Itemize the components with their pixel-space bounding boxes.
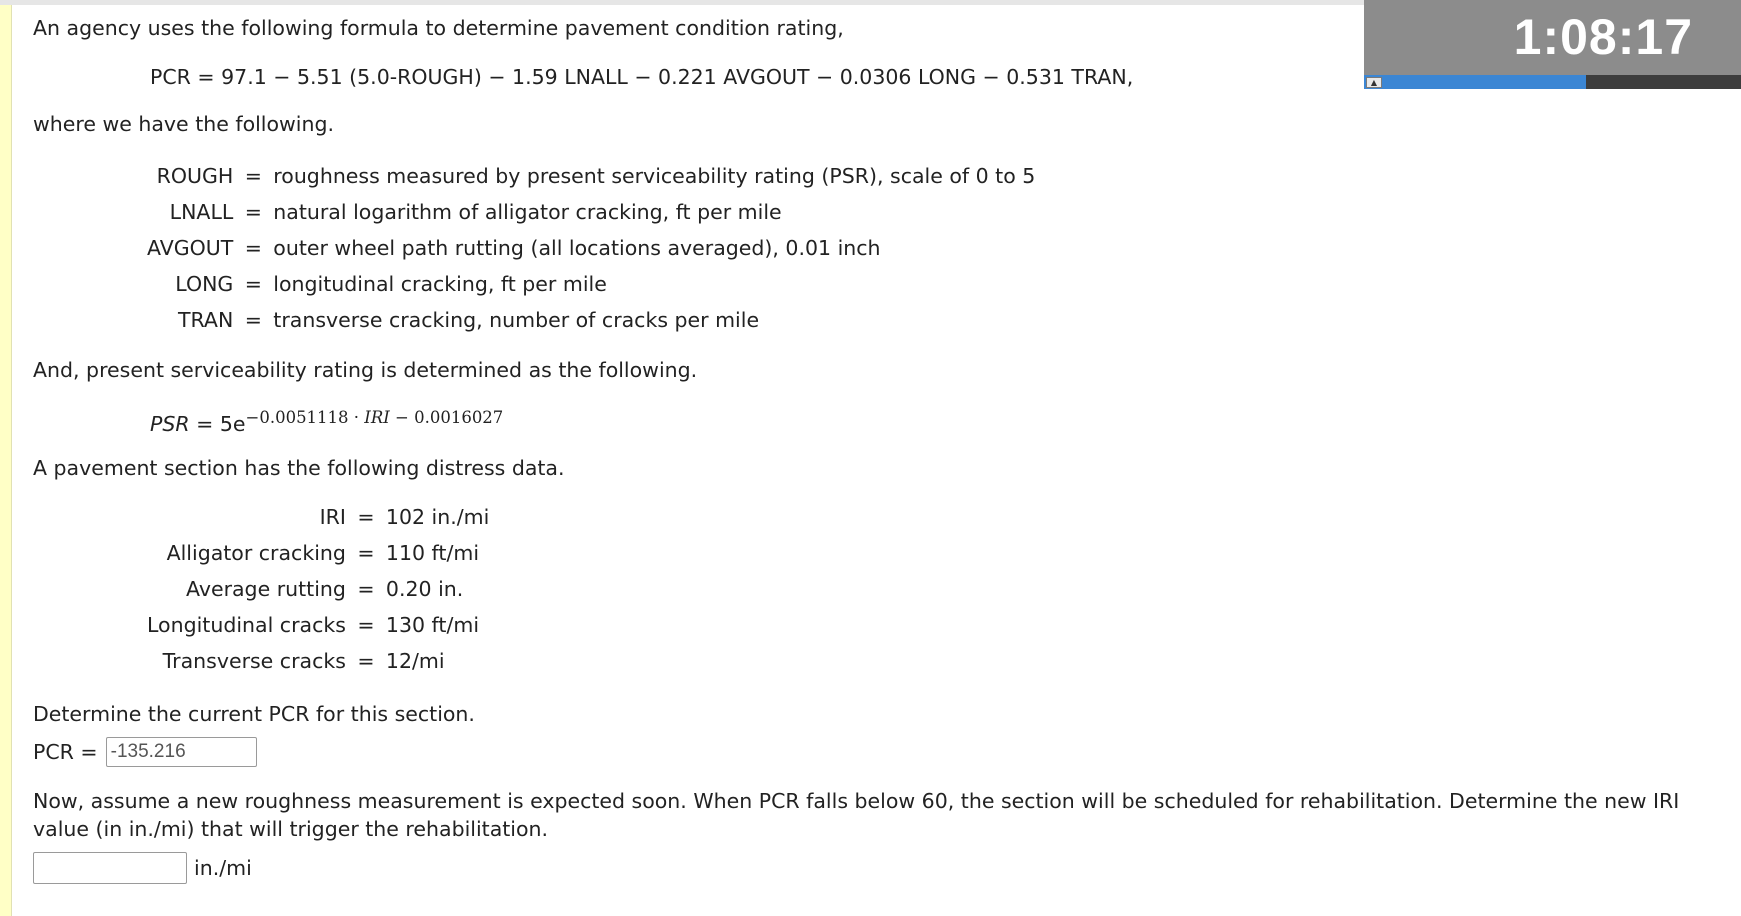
psr-exp-var: IRI (364, 408, 390, 427)
distress-equals: = (357, 577, 375, 601)
data-intro-text: A pavement section has the following distress data. (33, 456, 565, 480)
pcr-answer-label: PCR = (33, 740, 98, 764)
psr-equals: = (189, 412, 220, 436)
definition-term: AVGOUT (147, 236, 234, 260)
definition-term: TRAN (178, 308, 234, 332)
definition-meaning: transverse cracking, number of cracks per mile (273, 308, 760, 332)
where-text: where we have the following. (33, 112, 335, 136)
timer-widget (1364, 0, 1741, 90)
psr-exp-prefix: −0.0051118 · (245, 408, 365, 427)
definition-row (147, 230, 1035, 266)
distress-label: Alligator cracking (166, 541, 346, 565)
distress-equals: = (357, 541, 375, 565)
pcr-answer-row (33, 736, 257, 768)
definition-equals: = (244, 272, 262, 296)
iri-unit-label: in./mi (194, 856, 252, 880)
part1-prompt: Determine the current PCR for this section. (33, 702, 475, 726)
psr-exponent (246, 408, 504, 427)
distress-value: 12/mi (385, 649, 445, 673)
definitions-table (147, 158, 1035, 338)
definition-meaning: natural logarithm of alligator cracking, ft per mile (273, 200, 782, 224)
psr-base: 5e (219, 412, 246, 436)
question-marker-bar (0, 5, 12, 916)
pcr-answer-input[interactable] (106, 737, 257, 767)
distress-value: 110 ft/mi (385, 541, 480, 565)
distress-value: 102 in./mi (385, 505, 490, 529)
definition-term: ROUGH (156, 164, 234, 188)
distress-table (147, 499, 489, 679)
definition-row (147, 302, 1035, 338)
distress-row (147, 499, 489, 535)
definition-meaning: longitudinal cracking, ft per mile (273, 272, 607, 296)
distress-row (147, 643, 489, 679)
distress-label: Transverse cracks (162, 649, 346, 673)
timer-progress-track (1364, 75, 1741, 89)
distress-value: 130 ft/mi (385, 613, 480, 637)
psr-formula (150, 410, 503, 440)
psr-exp-suffix: − 0.0016027 (389, 408, 504, 427)
definition-meaning: outer wheel path rutting (all locations averaged), 0.01 inch (273, 236, 881, 260)
definition-meaning: roughness measured by present serviceability rating (PSR), scale of 0 to 5 (273, 164, 1036, 188)
timer-progress-fill (1364, 75, 1586, 89)
distress-label: Longitudinal cracks (147, 613, 346, 637)
psr-intro-text: And, present serviceability rating is determined as the following. (33, 358, 698, 382)
pcr-formula: PCR = 97.1 − 5.51 (5.0-ROUGH) − 1.59 LNALL − 0.221 AVGOUT − 0.0306 LONG − 0.531 TRAN, (150, 65, 1134, 89)
intro-text: An agency uses the following formula to determine pavement condition rating, (33, 16, 844, 40)
collapse-up-icon[interactable]: ▲ (1366, 77, 1382, 88)
psr-lhs: PSR (150, 412, 190, 436)
part2-prompt: Now, assume a new roughness measurement is expected soon. When PCR falls below 60, the section will be scheduled for rehabilitation. Determine the new IRI value (in in./mi) that will trigger the rehabilitation. (33, 789, 1680, 841)
definition-equals: = (244, 308, 262, 332)
definition-row (147, 194, 1035, 230)
definition-equals: = (244, 164, 262, 188)
distress-row (147, 607, 489, 643)
distress-row (147, 571, 489, 607)
definition-row (147, 158, 1035, 194)
definition-term: LONG (175, 272, 234, 296)
definition-equals: = (244, 236, 262, 260)
distress-value: 0.20 in. (385, 577, 464, 601)
distress-label: IRI (319, 505, 346, 529)
definition-term: LNALL (169, 200, 234, 224)
distress-row (147, 535, 489, 571)
distress-equals: = (357, 505, 375, 529)
distress-equals: = (357, 649, 375, 673)
distress-equals: = (357, 613, 375, 637)
timer-display (1364, 0, 1741, 75)
iri-answer-input[interactable] (33, 852, 187, 884)
distress-label: Average rutting (186, 577, 346, 601)
timer-time: 1:08:17 (1513, 9, 1693, 65)
iri-answer-row (33, 852, 252, 884)
definition-equals: = (244, 200, 262, 224)
definition-row (147, 266, 1035, 302)
